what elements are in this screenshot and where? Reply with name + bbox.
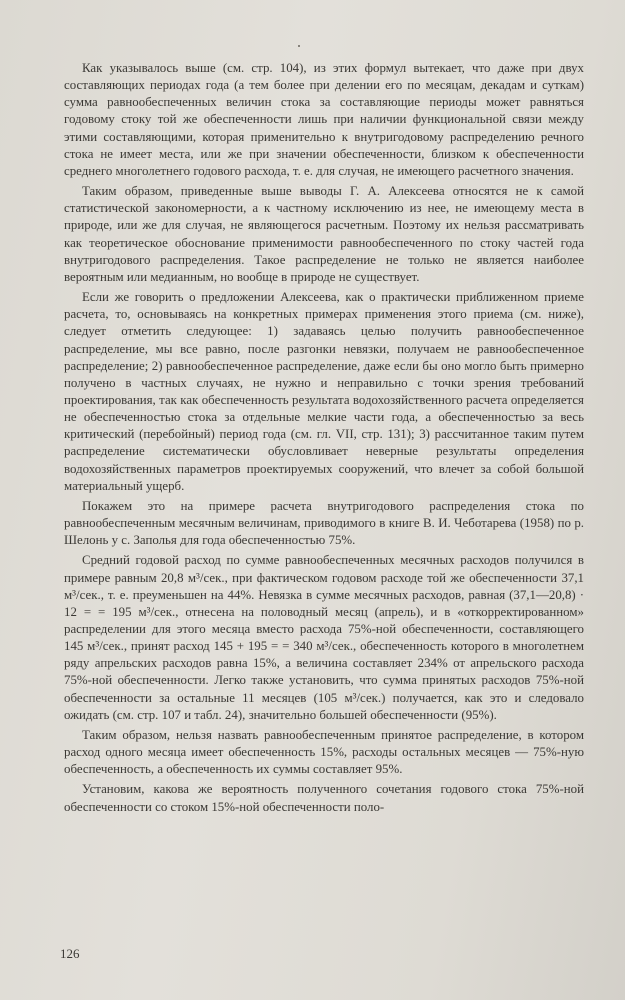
paragraph-3: Если же говорить о предложении Алексеева, как о практически приближенном приеме расчета, то, основываясь на конкретных примерах применения этого приема (см. ниже), следует отметить следующее: 1) задаваясь целью получить равнообеспеченное распределение, мы все равно, после разгонки невязки, получаем не равнообеспеченное распределение; 2) равнообеспеченное распределение, даже если бы оно могло быть примерно получено в частных случаях, не нужно и неправильно с точки зрения требований проектирования, так как обеспеченность результата водохозяйственного расчета определяется не обеспеченностью стока за отдельные мелкие части года, а обеспеченностью за весь критический (перебойный) период года (см. гл. VII, стр. 131); 3) рассчитанное таким путем распределение систематически обусловливает неверные результаты определения водохозяйственных параметров проектируемых сооружений, что влечет за собой большой материальный ущерб.	[64, 290, 584, 493]
print-speck	[298, 45, 300, 47]
page-number: 126	[60, 946, 80, 961]
paragraph-1: Как указывалось выше (см. стр. 104), из этих формул вытекает, что даже при двух составляющих периодах года (а тем более при делении его по месяцам, декадам и суткам) сумма равнообеспеченных величин стока за составляющие периоды может равняться годовому стоку той же обеспеченности лишь при наличии функциональной связи между этими составляющими, которая применительно к внутригодовому распределению речного стока не имеет места, или же при значении обеспеченности, близком к обеспеченности среднего многолетнего годового расхода, т. е. для случая, не имеющего расчетного значения.	[64, 61, 584, 178]
paragraph-7: Установим, какова же вероятность полученного сочетания годового стока 75%-ной обеспеченности со стоком 15%-ной обеспеченности поло-	[64, 782, 584, 814]
paragraph-6: Таким образом, нельзя назвать равнообеспеченным принятое распределение, в котором расход одного месяца имеет обеспеченность 15%, расходы остальных месяцев — 75%-ную обеспеченность, а обеспеченность их суммы составляет 95%.	[64, 727, 584, 777]
paragraph-5: Средний годовой расход по сумме равнообеспеченных месячных расходов получился в примере равным 20,8 м³/сек., при фактическом годовом расходе той же обеспеченности 37,1 м³/сек., т. е. преуменьшен на 44%. Невязка в сумме месячных расходов, равная (37,1—20,8) · 12 = = 195 м³/сек., отнесена на половодный месяц (апрель), и в «откорректированном» распределении для этого месяца вместо расхода 75%-ной обеспеченности, составляющего 145 м³/сек., принят расход 145 + 195 = = 340 м³/сек., обеспеченность которого в многолетнем ряду апрельских расходов равна 15%, а величина составляет 234% от апрельского расхода 75%-ной обеспеченности. Легко также установить, что сумма принятых расходов 75%-ной обеспеченности за остальные 11 месяцев (105 м³/сек.) получается, как это и следовало ожидать (см. стр. 107 и табл. 24), значительно большей обеспеченности (95%).	[64, 553, 584, 722]
body-text	[64, 60, 584, 816]
paragraph-2: Таким образом, приведенные выше выводы Г. А. Алексеева относятся не к самой статистической закономерности, а к частному исключению из нее, не имеющему места в природе, или же для случая, не являющегося расчетным. Поэтому их нельзя рассматривать как теоретическое обоснование применимости равнообеспеченного по стоку частей года внутригодового распределения. Такое распределение не только не является наиболее вероятным или медианным, но вообще в природе не существует.	[64, 184, 584, 284]
paragraph-4: Покажем это на примере расчета внутригодового распределения стока по равнообеспеченным месячным величинам, приводимого в книге В. И. Чеботарева (1958) по р. Шелонь у с. Заполья для года обеспеченностью 75%.	[64, 498, 584, 548]
